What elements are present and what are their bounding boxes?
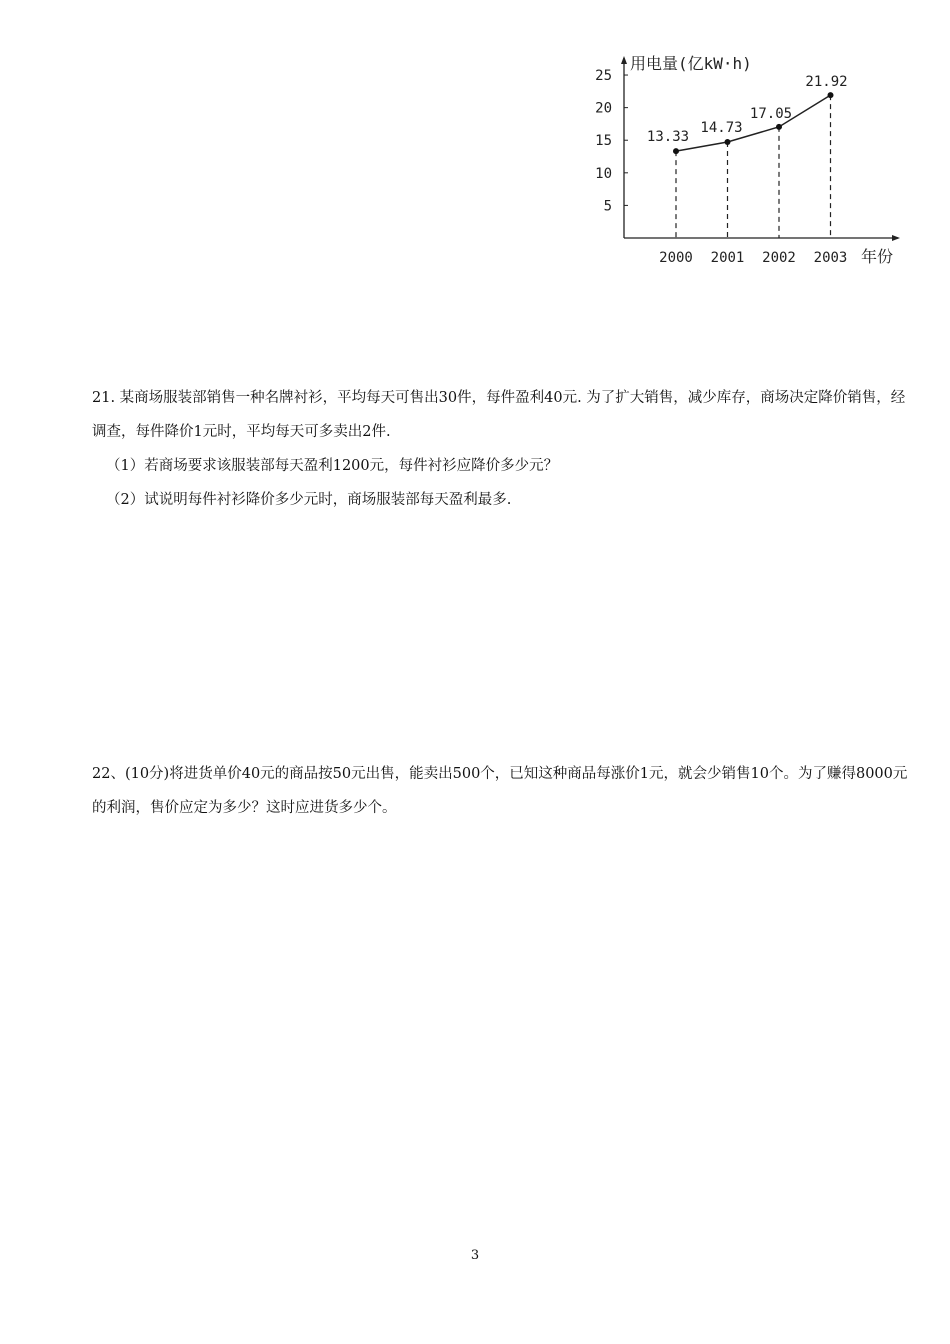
- data-label: 17.05: [749, 105, 793, 122]
- x-axis-arrow: [892, 235, 900, 241]
- question-21-part-1: （1）若商场要求该服装部每天盈利1200元，每件衬衫应降价多少元？: [106, 458, 559, 474]
- x-axis-label: 年份: [861, 247, 894, 266]
- x-tick-label: 2002: [762, 250, 796, 266]
- data-label: 14.73: [700, 119, 743, 136]
- y-tick-label: 5: [603, 198, 612, 215]
- question-22-stem: 22、(10分)将进货单价40元的商品按50元出售，能卖出500个，已知这种商品每涨价1元，就会少销售10个。为了赚得8000元的利润，售价应定为多少？这时应进货多少个。: [92, 766, 908, 816]
- y-axis-arrow: [621, 56, 627, 64]
- x-tick-label: 2003: [813, 250, 848, 266]
- data-point: [828, 92, 834, 98]
- question-21-stem: 21. 某商场服装部销售一种名牌衬衫，平均每天可售出30件，每件盈利40元. 为了扩大销售，减少库存，商场决定降价销售，经调查，每件降价1元时，平均每天可多卖出2件.: [92, 390, 906, 440]
- x-tick-label: 2001: [710, 250, 745, 266]
- y-tick-label: 15: [595, 133, 612, 150]
- question-21: [92, 381, 912, 517]
- y-tick-label: 20: [595, 100, 612, 117]
- data-label: 21.92: [805, 74, 848, 91]
- question-21-part-2: （2）试说明每件衬衫降价多少元时，商场服装部每天盈利最多.: [106, 492, 512, 508]
- x-tick-label: 2000: [659, 250, 693, 266]
- y-tick-label: 25: [595, 68, 612, 85]
- question-22: [92, 757, 912, 825]
- data-point: [776, 124, 782, 130]
- electricity-line-chart: [580, 40, 920, 280]
- data-point: [725, 139, 731, 145]
- chart-svg: [580, 40, 920, 280]
- series-line: [676, 95, 831, 151]
- data-point: [673, 148, 679, 154]
- data-label: 13.33: [646, 129, 690, 146]
- page-number: 3: [470, 1248, 480, 1263]
- y-axis-label: 用电量(亿kW·h): [630, 54, 752, 73]
- y-tick-label: 10: [595, 165, 612, 182]
